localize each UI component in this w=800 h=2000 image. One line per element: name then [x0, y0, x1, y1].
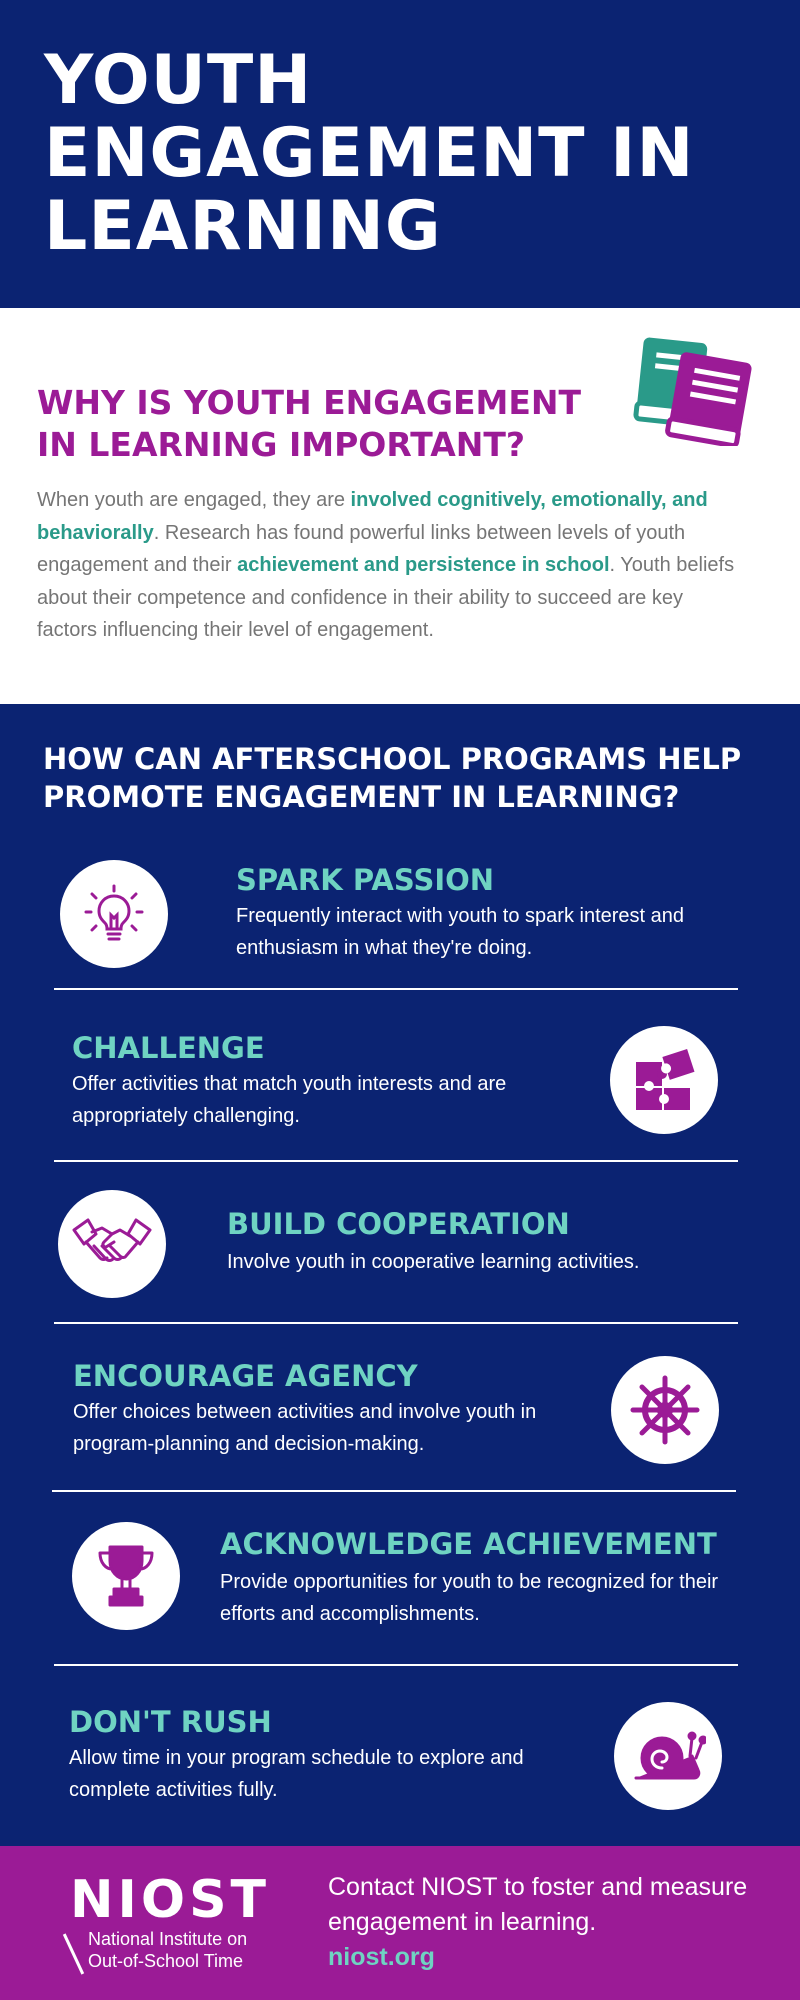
website-link[interactable]: niost.org: [328, 1943, 435, 1971]
page-title: YOUTH ENGAGEMENT IN LEARNING: [44, 41, 695, 266]
logo-name: NIOST: [70, 1870, 270, 1930]
why-highlight-1: involved cognitively, emotionally, and behaviorally: [37, 489, 708, 544]
divider: [54, 1322, 738, 1324]
item-description: Allow time in your program schedule to explore and complete activities fully.: [69, 1747, 524, 1801]
contact-text: Contact NIOST to foster and measure engagement in learning.: [328, 1873, 748, 1936]
divider: [52, 1490, 736, 1492]
how-heading: HOW CAN AFTERSCHOOL PROGRAMS HELP PROMOTE ENGAGEMENT IN LEARNING?: [43, 742, 742, 814]
item-description: Provide opportunities for youth to be recognized for their efforts and accomplishments.: [220, 1571, 719, 1625]
logo-subtitle: [88, 1928, 308, 1972]
item-title: BUILD COOPERATION: [227, 1207, 570, 1241]
divider: [54, 988, 738, 990]
item-title: DON'T RUSH: [69, 1705, 272, 1739]
item-title: SPARK PASSION: [236, 863, 495, 897]
ship-wheel-icon: [611, 1356, 719, 1464]
divider: [54, 1160, 738, 1162]
why-section: [0, 308, 800, 704]
item-title: ENCOURAGE AGENCY: [73, 1359, 418, 1393]
divider: [54, 1664, 738, 1666]
handshake-icon: [58, 1190, 166, 1298]
footer: [0, 1846, 800, 2000]
how-section: [0, 704, 800, 1846]
lightbulb-icon: [60, 860, 168, 968]
why-highlight-2: achievement and persistence in school: [237, 554, 610, 576]
item-description: Offer choices between activities and involve youth in program-planning and decision-making.: [73, 1401, 537, 1455]
why-text-2: . Research has found powerful links between levels of youth engagement and their: [37, 521, 686, 576]
why-text-3: . Youth beliefs about their competence and confidence in their ability to succeed are key factors influencing their level of engagement.: [37, 554, 735, 641]
item-description: Involve youth in cooperative learning activities.: [227, 1251, 640, 1273]
item-description: Frequently interact with youth to spark interest and enthusiasm in what they're doing.: [236, 905, 685, 959]
item-title: CHALLENGE: [72, 1031, 265, 1065]
why-text-1: When youth are engaged, they are: [37, 489, 351, 511]
logo-line-1: National Institute on: [88, 1929, 248, 1949]
books-icon: [626, 328, 762, 446]
item-description: Offer activities that match youth interests and are appropriately challenging.: [72, 1073, 507, 1127]
why-heading: WHY IS YOUTH ENGAGEMENT IN LEARNING IMPORTANT?: [37, 383, 582, 464]
why-paragraph: [37, 484, 737, 647]
puzzle-icon: [610, 1026, 718, 1134]
trophy-icon: [72, 1522, 180, 1630]
logo-slash: [63, 1933, 84, 1974]
logo-line-2: Out-of-School Time: [88, 1951, 244, 1971]
niost-logo: [70, 1870, 270, 1971]
header-banner: [0, 0, 800, 308]
snail-icon: [614, 1702, 722, 1810]
item-title: ACKNOWLEDGE ACHIEVEMENT: [220, 1527, 717, 1561]
contact-block: [328, 1870, 778, 1975]
